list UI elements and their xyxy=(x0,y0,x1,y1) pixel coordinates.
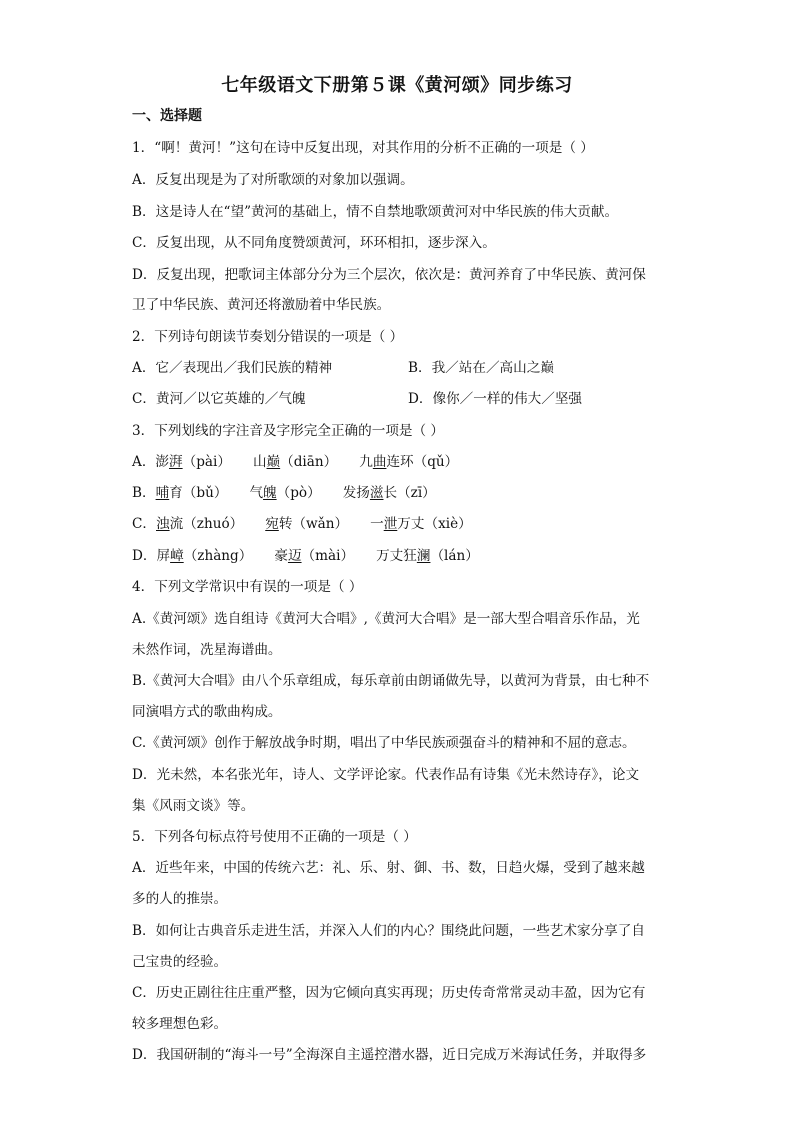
word-plain: 一 xyxy=(370,516,384,532)
question-3-option-d xyxy=(132,546,672,566)
question-3-option-a xyxy=(132,452,672,472)
question-1-option-d-line1: D．反复出现，把歌词主体部分分为三个层次，依次是：黄河养育了中华民族、黄河保 xyxy=(132,267,646,283)
question-2-option-c: C．黄河／以它英雄的／气魄 xyxy=(132,391,306,407)
underlined-char: 宛 xyxy=(265,516,279,532)
question-5-option-c-line2: 较多理想色彩。 xyxy=(132,1016,228,1032)
question-4-option-d-line2: 集《风雨文谈》等。 xyxy=(132,798,255,814)
word-plain: 澎 xyxy=(155,454,170,470)
pinyin: （bǔ） xyxy=(182,485,228,501)
word-plain: 豪 xyxy=(274,548,288,564)
question-4-option-a-line2: 未然作词，冼星海谱曲。 xyxy=(132,642,282,658)
underlined-char: 泄 xyxy=(383,516,398,532)
word-plain: 连环 xyxy=(386,454,414,470)
underlined-char: 魄 xyxy=(263,485,277,501)
pinyin: （mài） xyxy=(301,548,355,564)
underlined-char: 曲 xyxy=(372,454,387,470)
underlined-char: 迈 xyxy=(287,548,302,564)
pinyin: （lán） xyxy=(430,548,479,564)
question-4-option-d-line1: D．光未然，本名张光年，诗人、文学评论家。代表作品有诗集《光未然诗存》，论文 xyxy=(132,767,640,783)
word-plain: 转 xyxy=(278,516,293,532)
underlined-char: 嶂 xyxy=(170,548,184,564)
page-title: 七年级语文下册第５课《黄河颂》同步练习 xyxy=(221,75,573,96)
question-5-option-b-line2: 己宝贵的经验。 xyxy=(132,954,228,970)
question-4-option-c: C.《黄河颂》创作于解放战争时期，唱出了中华民族顽强奋斗的精神和不屈的意志。 xyxy=(132,735,636,751)
pinyin: （xiè） xyxy=(424,516,472,532)
question-1-option-d-line2: 卫了中华民族、黄河还将激励着中华民族。 xyxy=(132,297,391,313)
question-5-option-d-line1: D．我国研制的“海斗一号”全海深自主遥控潜水器，近日完成万米海试任务，并取得多 xyxy=(132,1047,647,1063)
word-plain: 九 xyxy=(359,454,373,470)
question-1-option-b: B．这是诗人在“望”黄河的基础上，情不自禁地歌颂黄河对中华民族的伟大贡献。 xyxy=(132,204,619,220)
question-4-option-b-line1: B.《黄河大合唱》由八个乐章组成，每乐章前由朗诵做先导，以黄河为背景，由七种不 xyxy=(132,673,650,689)
word-plain: 万丈 xyxy=(397,516,425,532)
word-plain: 育 xyxy=(169,485,183,501)
question-2-option-d: D．像你／一样的伟大／坚强 xyxy=(408,391,583,407)
word-plain: 发扬 xyxy=(342,485,370,501)
question-4-option-b-line2: 同演唱方式的歌曲构成。 xyxy=(132,704,282,720)
section-heading: 一、选择题 xyxy=(132,108,202,124)
option-letter: A． xyxy=(132,454,156,470)
word-plain: 流 xyxy=(169,516,184,532)
question-2-stem: 2．下列诗句朗读节奏划分错误的一项是（ ） xyxy=(132,329,404,345)
underlined-char: 浊 xyxy=(156,516,170,532)
question-2-option-b: B．我／站在／高山之巅 xyxy=(408,360,554,376)
question-5-option-c-line1: C．历史正剧往往庄重严整，因为它倾向真实再现；历史传奇常常灵动丰盈，因为它有 xyxy=(132,985,646,1001)
word-plain: 万丈狂 xyxy=(376,548,417,564)
word-plain: 气 xyxy=(249,485,264,501)
question-2-option-a: A．它／表现出／我们民族的精神 xyxy=(132,360,333,376)
question-1-option-c: C．反复出现，从不同角度赞颂黄河，环环相扣，逐步深入。 xyxy=(132,235,496,251)
word-plain: 山 xyxy=(252,454,267,470)
pinyin: （pò） xyxy=(276,485,321,501)
underlined-char: 哺 xyxy=(155,485,170,501)
pinyin: （diān） xyxy=(280,454,338,470)
question-5-option-a-line1: A．近些年来，中国的传统六艺：礼、乐、射、御、书、数，日趋火爆，受到了越来越 xyxy=(132,860,645,876)
question-4-option-a-line1: A.《黄河颂》选自组诗《黄河大合唱》,《黄河大合唱》是一部大型合唱音乐作品，光 xyxy=(132,611,640,627)
question-1-stem: 1．“啊！黄河！”这句在诗中反复出现，对其作用的分析不正确的一项是（ ） xyxy=(132,140,594,156)
pinyin: （zhàng） xyxy=(183,548,253,564)
question-5-stem: 5．下列各句标点符号使用不正确的一项是（ ） xyxy=(132,829,417,845)
pinyin: （zī） xyxy=(397,485,436,501)
question-4-stem: 4．下列文学常识中有误的一项是（ ） xyxy=(132,579,363,595)
question-5-option-b-line1: B．如何让古典音乐走进生活，并深入人们的内心？围绕此问题，一些艺术家分享了自 xyxy=(132,923,645,939)
underlined-char: 滋 xyxy=(369,485,384,501)
question-3-option-b xyxy=(132,483,672,503)
pinyin: （qǔ） xyxy=(413,454,459,470)
option-letter: D． xyxy=(132,548,157,564)
pinyin: （wǎn） xyxy=(292,516,349,532)
underlined-char: 澜 xyxy=(416,548,431,564)
option-letter: C． xyxy=(132,516,156,532)
question-5-option-a-line2: 多的人的推崇。 xyxy=(132,891,228,907)
question-1-option-a: A．反复出现是为了对所歌颂的对象加以强调。 xyxy=(132,172,414,188)
pinyin: （pài） xyxy=(182,454,231,470)
underlined-char: 湃 xyxy=(169,454,183,470)
word-plain: 屏 xyxy=(156,548,171,564)
word-plain: 长 xyxy=(383,485,398,501)
option-letter: B． xyxy=(132,485,156,501)
question-3-stem: 3．下列划线的字注音及字形完全正确的一项是（ ） xyxy=(132,423,445,439)
question-3-option-c xyxy=(132,514,672,534)
underlined-char: 巅 xyxy=(266,454,281,470)
pinyin: （zhuó） xyxy=(183,516,244,532)
